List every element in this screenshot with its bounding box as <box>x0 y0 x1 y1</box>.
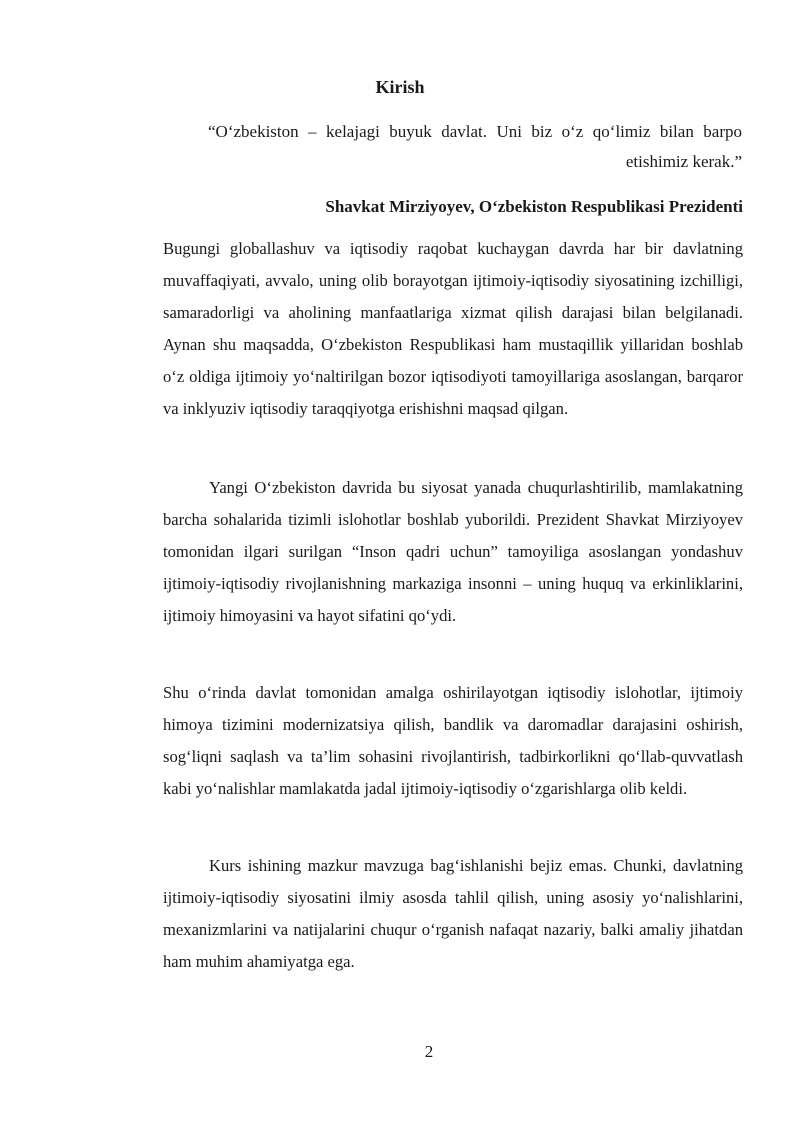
epigraph-attribution: Shavkat Mirziyoyev, O‘zbekiston Respublikasi Prezidenti <box>325 197 743 216</box>
epigraph-quote: “O‘zbekiston – kelajagi buyuk davlat. Uni biz o‘z qo‘limiz bilan barpo etishimiz kerak.” <box>208 122 742 171</box>
page-title: Kirish <box>375 77 425 97</box>
paragraph-3: Shu o‘rinda davlat tomonidan amalga oshirilayotgan iqtisodiy islohotlar, ijtimoiy himoya tizimini modernizatsiya qilish, bandlik va daromadlar darajasini oshirish, sog‘liqni saqlash va ta’lim sohasini rivojlantirish, tadbirkorlikni qo‘llab-quvvatlash kabi yo‘nalishlar mamlakatda jadal ijtimoiy-iqtisodiy o‘zgarishlarga olib keldi. <box>163 683 743 798</box>
page-number: 2 <box>424 1042 434 1061</box>
paragraph-2: Yangi O‘zbekiston davrida bu siyosat yanada chuqurlashtirilib, mamlakatning barcha sohalarida tizimli islohotlar boshlab yuborildi. Prezident Shavkat Mirziyoyev tomonidan ilgari surilgan “Inson qadri uchun” tamoyiliga asoslangan yondashuv ijtimoiy-iqtisodiy rivojlanishning markaziga insonni – uning huquq va erkinliklarini, ijtimoiy himoyasini va hayot sifatini qo‘ydi. <box>163 478 743 625</box>
paragraph-1: Bugungi globallashuv va iqtisodiy raqobat kuchaygan davrda har bir davlatning muvaffaqiyati, avvalo, uning olib borayotgan ijtimoiy-iqtisodiy siyosatining izchilligi, samaradorligi va aholining manfaatlariga xizmat qilish darajasi bilan belgilanadi. Aynan shu maqsadda, O‘zbekiston Respublikasi ham mustaqillik yillaridan boshlab o‘z oldiga ijtimoiy yo‘naltirilgan bozor iqtisodiyoti tamoyillariga asoslangan, barqaror va inklyuziv iqtisodiy taraqqiyotga erishishni maqsad qilgan. <box>163 239 743 418</box>
paragraph-4: Kurs ishining mazkur mavzuga bag‘ishlanishi bejiz emas. Chunki, davlatning ijtimoiy-iqtisodiy siyosatini ilmiy asosda tahlil qilish, uning asosiy yo‘nalishlarini, mexanizmlarini va natijalarini chuqur o‘rganish nafaqat nazariy, balki amaliy jihatdan ham muhim ahamiyatga ega. <box>163 856 743 971</box>
